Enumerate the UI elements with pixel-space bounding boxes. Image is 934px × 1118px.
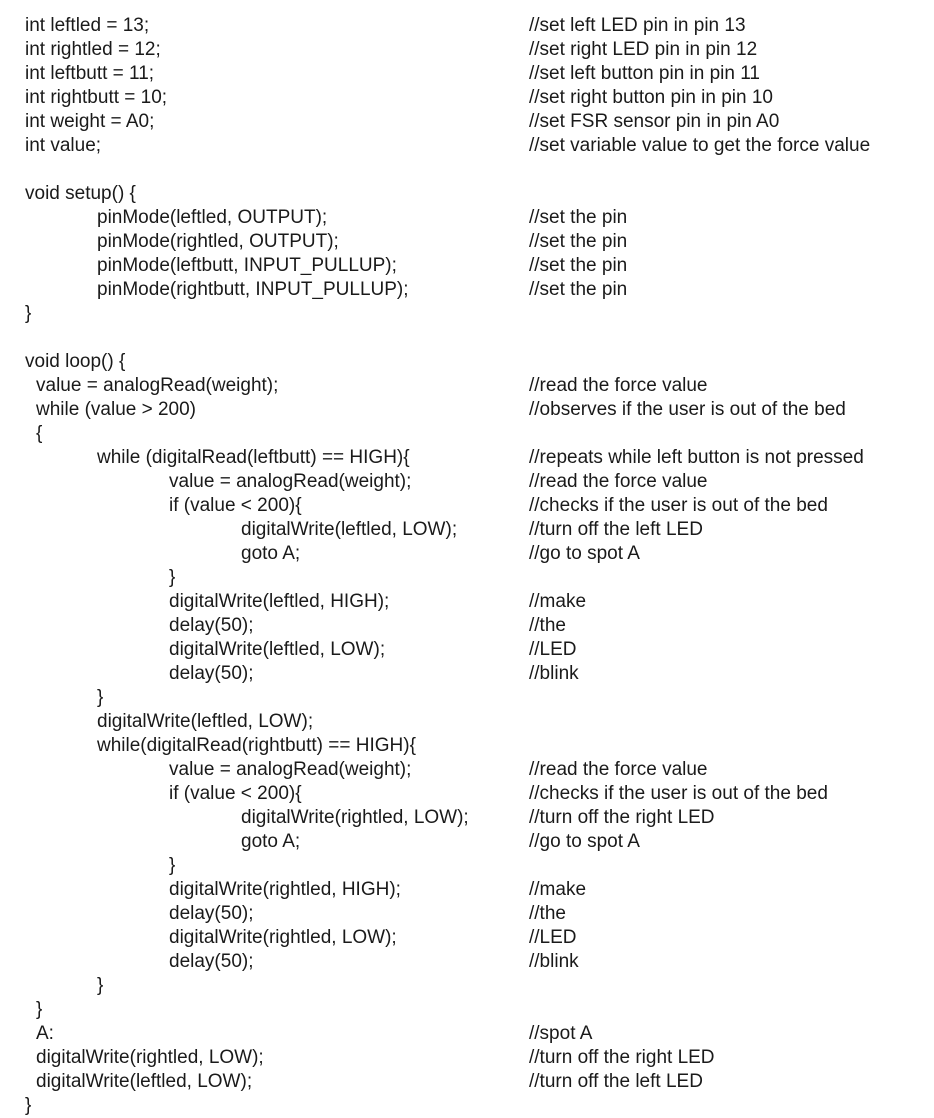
code-comment: //checks if the user is out of the bed <box>529 783 828 804</box>
code-statement: } <box>25 303 32 324</box>
code-statement: int leftbutt = 11; <box>25 63 155 84</box>
code-line <box>0 662 934 686</box>
code-comment: //set right LED pin in pin 12 <box>529 39 758 60</box>
code-statement: pinMode(rightbutt, INPUT_PULLUP); <box>97 279 409 300</box>
code-line <box>0 206 934 230</box>
code-line <box>0 638 934 662</box>
code-line <box>0 14 934 38</box>
code-comment: //make <box>529 591 587 612</box>
code-comment: //turn off the left LED <box>529 1071 703 1092</box>
code-statement: void loop() { <box>25 351 126 372</box>
code-line <box>0 134 934 158</box>
code-comment: //set FSR sensor pin in pin A0 <box>529 111 780 132</box>
code-line <box>0 974 934 998</box>
code-line <box>0 110 934 134</box>
code-statement: goto A; <box>241 543 301 564</box>
code-statement: while(digitalRead(rightbutt) == HIGH){ <box>97 735 416 756</box>
code-statement: } <box>97 687 104 708</box>
code-statement: int rightled = 12; <box>25 39 161 60</box>
code-line <box>0 998 934 1022</box>
code-line <box>0 278 934 302</box>
code-statement: delay(50); <box>169 951 254 972</box>
code-line <box>0 158 934 182</box>
code-line <box>0 494 934 518</box>
code-comment: //set variable value to get the force value <box>529 135 871 156</box>
code-line <box>0 710 934 734</box>
code-line <box>0 374 934 398</box>
code-comment: //set left LED pin in pin 13 <box>529 15 746 36</box>
code-document <box>0 14 934 1118</box>
code-line <box>0 1022 934 1046</box>
code-comment: //the <box>529 615 566 636</box>
code-line <box>0 830 934 854</box>
code-line <box>0 230 934 254</box>
code-statement: digitalWrite(leftled, LOW); <box>169 639 386 660</box>
code-line <box>0 782 934 806</box>
code-line <box>0 182 934 206</box>
code-line <box>0 422 934 446</box>
code-comment: //the <box>529 903 566 924</box>
code-line <box>0 686 934 710</box>
code-line <box>0 1070 934 1094</box>
code-line <box>0 878 934 902</box>
code-comment: //turn off the right LED <box>529 1047 715 1068</box>
code-line <box>0 590 934 614</box>
code-statement: digitalWrite(rightled, HIGH); <box>169 879 401 900</box>
code-statement: if (value < 200){ <box>169 495 302 516</box>
code-comment: //go to spot A <box>529 831 640 852</box>
code-statement: delay(50); <box>169 615 254 636</box>
code-statement: int value; <box>25 135 102 156</box>
code-line <box>0 518 934 542</box>
code-statement: digitalWrite(leftled, LOW); <box>241 519 458 540</box>
code-line <box>0 614 934 638</box>
code-statement: int rightbutt = 10; <box>25 87 168 108</box>
code-statement: } <box>97 975 104 996</box>
code-statement: delay(50); <box>169 663 254 684</box>
code-statement: digitalWrite(rightled, LOW); <box>169 927 397 948</box>
code-statement: digitalWrite(rightled, LOW); <box>36 1047 264 1068</box>
code-line <box>0 350 934 374</box>
code-statement: while (digitalRead(leftbutt) == HIGH){ <box>97 447 410 468</box>
code-comment: //repeats while left button is not pressed <box>529 447 864 468</box>
code-comment: //turn off the left LED <box>529 519 703 540</box>
code-comment: //LED <box>529 639 577 660</box>
code-line <box>0 806 934 830</box>
code-line <box>0 854 934 878</box>
code-line <box>0 1094 934 1118</box>
code-statement: A: <box>36 1023 54 1044</box>
code-statement: pinMode(rightled, OUTPUT); <box>97 231 339 252</box>
code-line <box>0 950 934 974</box>
code-statement: int leftled = 13; <box>25 15 150 36</box>
code-comment: //set right button pin in pin 10 <box>529 87 773 108</box>
code-statement: while (value > 200) <box>36 399 197 420</box>
code-statement: } <box>36 999 43 1020</box>
code-statement: value = analogRead(weight); <box>36 375 279 396</box>
code-comment: //set the pin <box>529 255 628 276</box>
code-statement: if (value < 200){ <box>169 783 302 804</box>
code-comment: //read the force value <box>529 471 708 492</box>
code-statement: int weight = A0; <box>25 111 155 132</box>
code-comment: //blink <box>529 951 579 972</box>
code-statement: void setup() { <box>25 183 136 204</box>
code-line <box>0 326 934 350</box>
code-line <box>0 62 934 86</box>
code-line <box>0 446 934 470</box>
code-line <box>0 542 934 566</box>
code-comment: //make <box>529 879 587 900</box>
code-comment: //set the pin <box>529 279 628 300</box>
code-statement: value = analogRead(weight); <box>169 759 412 780</box>
code-line <box>0 902 934 926</box>
code-statement: { <box>36 423 43 444</box>
code-comment: //spot A <box>529 1023 593 1044</box>
code-statement: digitalWrite(leftled, LOW); <box>97 711 314 732</box>
code-line <box>0 734 934 758</box>
code-comment: //go to spot A <box>529 543 640 564</box>
code-line <box>0 86 934 110</box>
code-line <box>0 566 934 590</box>
code-statement: digitalWrite(rightled, LOW); <box>241 807 469 828</box>
code-statement: } <box>25 1095 32 1116</box>
code-comment: //checks if the user is out of the bed <box>529 495 828 516</box>
code-comment: //blink <box>529 663 579 684</box>
code-comment: //LED <box>529 927 577 948</box>
code-statement: value = analogRead(weight); <box>169 471 412 492</box>
code-comment: //set the pin <box>529 231 628 252</box>
code-line <box>0 302 934 326</box>
code-statement: } <box>169 855 176 876</box>
code-comment: //set left button pin in pin 11 <box>529 63 760 84</box>
code-comment: //turn off the right LED <box>529 807 715 828</box>
code-line <box>0 254 934 278</box>
code-line <box>0 38 934 62</box>
code-statement: delay(50); <box>169 903 254 924</box>
code-statement: } <box>169 567 176 588</box>
code-comment: //observes if the user is out of the bed <box>529 399 846 420</box>
code-comment: //set the pin <box>529 207 628 228</box>
code-statement: pinMode(leftbutt, INPUT_PULLUP); <box>97 255 397 276</box>
code-line <box>0 758 934 782</box>
code-statement: digitalWrite(leftled, LOW); <box>36 1071 253 1092</box>
code-line <box>0 470 934 494</box>
code-comment: //read the force value <box>529 759 708 780</box>
code-line <box>0 1046 934 1070</box>
code-statement: pinMode(leftled, OUTPUT); <box>97 207 328 228</box>
code-statement: digitalWrite(leftled, HIGH); <box>169 591 390 612</box>
code-statement: goto A; <box>241 831 301 852</box>
code-line <box>0 926 934 950</box>
code-comment: //read the force value <box>529 375 708 396</box>
code-line <box>0 398 934 422</box>
